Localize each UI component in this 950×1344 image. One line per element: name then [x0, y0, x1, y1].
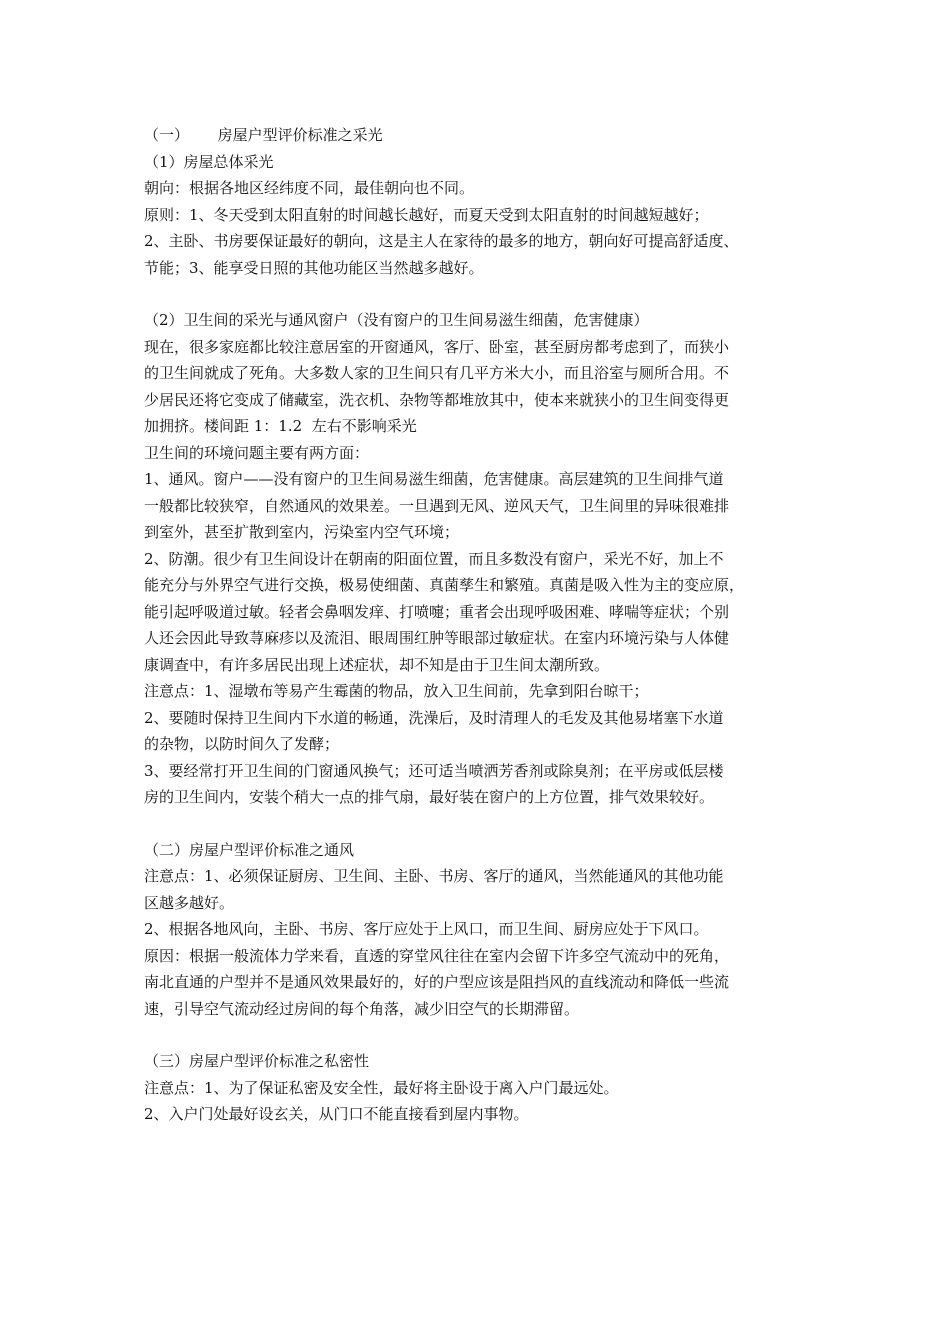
paragraph-line: 2、主卧、书房要保证最好的朝向，这是主人在家待的最多的地方，朝向好可提高舒适度、	[144, 232, 739, 250]
blank-line	[144, 281, 800, 307]
paragraph-line: 2、根据各地风向，主卧、书房、客厅应处于上风口，而卫生间、厨房应处于下风口。	[144, 920, 709, 938]
paragraph-line: 到室外，甚至扩散到室内，污染室内空气环境；	[144, 523, 460, 541]
paragraph-line: 2、要随时保持卫生间内下水道的畅通，洗澡后，及时清理人的毛发及其他易堵塞下水道	[144, 708, 724, 727]
paragraph-line: 2、防潮。很少有卫生间设计在朝南的阳面位置，而且多数没有窗户，采光不好，加上不	[144, 549, 724, 568]
subsection-title-overall-lighting: （1）房屋总体采光	[144, 152, 274, 171]
paragraph-line: 原则：1、冬天受到太阳直射的时间越长越好，而夏天受到太阳直射的时间越短越好；	[144, 205, 709, 224]
paragraph-line: 节能；3、能享受日照的其他功能区当然越多越好。	[144, 258, 484, 277]
section-heading-ventilation: （二）房屋户型评价标准之通风	[144, 840, 355, 859]
section-heading-lighting: （一） 房屋户型评价标准之采光	[144, 126, 383, 144]
paragraph-line: 的杂物，以防时间久了发酵；	[144, 735, 340, 753]
paragraph-line: 3、要经常打开卫生间的门窗通风换气；还可适当喷洒芳香剂或除臭剂；在平房或低层楼	[144, 761, 724, 780]
subsection-title-bathroom: （2）卫生间的采光与通风窗户（没有窗户的卫生间易滋生细菌，危害健康）	[144, 311, 649, 329]
paragraph-line: 一般都比较狭窄，自然通风的效果差。一旦遇到无风、逆风天气，卫生间里的异味很难排	[144, 496, 730, 515]
paragraph-line: 少居民还将它变成了储藏室，洗衣机、杂物等都堆放其中，使本来就狭小的卫生间变得更	[144, 390, 730, 409]
paragraph-line: 房的卫生间内，安装个稍大一点的排气扇，最好装在窗户的上方位置，排气效果较好。	[144, 788, 715, 806]
paragraph-line: 注意点：1、为了保证私密及安全性，最好将主卧设于离入户门最远处。	[144, 1078, 619, 1097]
paragraph-line: 2、入户门处最好设玄关，从门口不能直接看到屋内事物。	[144, 1105, 529, 1123]
paragraph-line: 速，引导空气流动经过房间的每个角落，减少旧空气的长期滞留。	[144, 999, 580, 1018]
paragraph-line: 1、通风。窗户——没有窗户的卫生间易滋生细菌，危害健康。高层建筑的卫生间排气道	[144, 470, 724, 488]
paragraph-line: 现在，很多家庭都比较注意居室的开窗通风，客厅、卧室，甚至厨房都考虑到了，而狭小	[144, 337, 730, 356]
paragraph-line: 注意点：1、湿墩布等易产生霉菌的物品，放入卫生间前，先拿到阳台晾干；	[144, 682, 649, 700]
paragraph-line: 卫生间的环境问题主要有两方面：	[144, 443, 370, 462]
paragraph-line: 加拥挤。楼间距 1：1.2 左右不影响采光	[144, 417, 417, 435]
paragraph-line: 南北直通的户型并不是通风效果最好的，好的户型应该是阻挡风的直线流动和降低一些流	[144, 973, 730, 991]
paragraph-line: 的卫生间就成了死角。大多数人家的卫生间只有几平方米大小，而且浴室与厕所合用。不	[144, 364, 730, 382]
section-heading-privacy: （三）房屋户型评价标准之私密性	[144, 1052, 370, 1070]
blank-line	[144, 1022, 800, 1048]
paragraph-line: 能引起呼吸道过敏。轻者会鼻咽发痒、打喷嚏；重者会出现呼吸困难、哮喘等症状；个别	[144, 602, 730, 621]
paragraph-line: 朝向：根据各地区经纬度不同，最佳朝向也不同。	[144, 179, 475, 197]
paragraph-line: 注意点：1、必须保证厨房、卫生间、主卧、书房、客厅的通风，当然能通风的其他功能	[144, 867, 724, 885]
paragraph-line: 原因：根据一般流体力学来看，直透的穿堂风往往在室内会留下许多空气流动中的死角，	[144, 946, 730, 965]
blank-line	[144, 811, 800, 837]
paragraph-line: 区越多越好。	[144, 893, 235, 912]
paragraph-line: 能充分与外界空气进行交换，极易使细菌、真菌孳生和繁殖。真菌是吸入性为主的变应原，	[144, 576, 745, 594]
paragraph-line: 康调查中，有许多居民出现上述症状，却不知是由于卫生间太潮所致。	[144, 655, 610, 674]
paragraph-line: 人还会因此导致荨麻疹以及流泪、眼周围红肿等眼部过敏症状。在室内环境污染与人体健	[144, 629, 730, 647]
